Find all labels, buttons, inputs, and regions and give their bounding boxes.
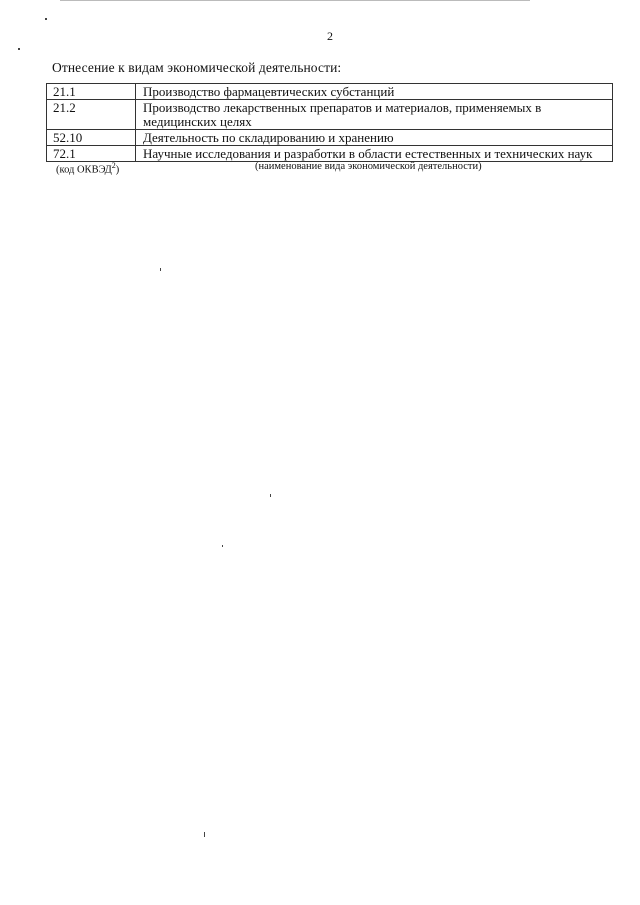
activity-name-cell: Деятельность по складированию и хранению xyxy=(136,130,613,146)
scan-speck xyxy=(18,48,20,50)
table-row xyxy=(47,100,613,130)
okved-code-caption xyxy=(56,161,119,176)
scan-edge-line xyxy=(60,0,530,1)
activity-name-cell: Производство фармацевтических субстанций xyxy=(136,84,613,100)
okved-table xyxy=(46,83,613,162)
okved-code-cell: 72.1 xyxy=(47,146,136,162)
caption-code-suffix: ) xyxy=(115,164,120,176)
page-number: 2 xyxy=(327,29,333,43)
scan-speck xyxy=(204,832,205,837)
caption-code-prefix: (код ОКВЭД xyxy=(56,164,112,176)
okved-code-cell: 21.2 xyxy=(47,100,136,130)
table-row xyxy=(47,130,613,146)
section-heading: Отнесение к видам экономической деятельности: xyxy=(52,60,342,75)
activity-name-cell: Научные исследования и разработки в области естественных и технических наук xyxy=(136,146,613,162)
table-row xyxy=(47,84,613,100)
okved-code-cell: 52.10 xyxy=(47,130,136,146)
activity-name-caption: (наименование вида экономической деятельности) xyxy=(255,161,482,172)
activity-name-cell: Производство лекарственных препаратов и материалов, применяемых в медицинских целях xyxy=(136,100,613,130)
scan-speck xyxy=(222,545,223,547)
table-row xyxy=(47,146,613,162)
scan-speck xyxy=(270,494,271,497)
okved-code-cell: 21.1 xyxy=(47,84,136,100)
scan-speck xyxy=(45,18,47,20)
scan-speck xyxy=(160,268,161,271)
footnote-marker: 2 xyxy=(111,161,116,170)
